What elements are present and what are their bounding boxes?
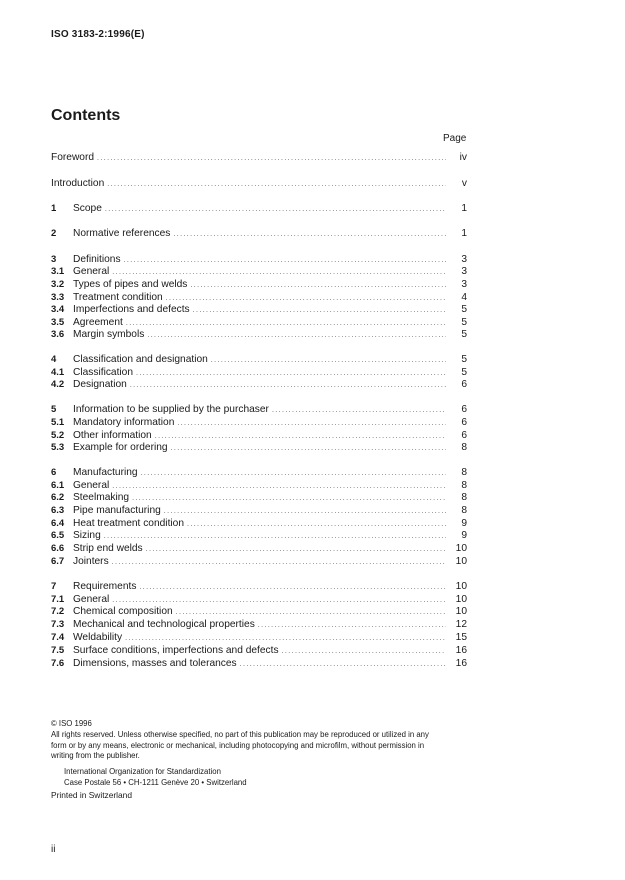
toc-entry-page: 3: [461, 279, 467, 290]
toc-entry-title: Strip end welds: [73, 543, 143, 554]
toc-entry-page: 3: [461, 254, 467, 265]
toc-entry-number: 5.2: [51, 430, 65, 441]
toc-entry-number: 6.2: [51, 492, 65, 503]
page-column-label: Page: [443, 133, 467, 144]
toc-entry-title: Treatment condition: [73, 292, 163, 303]
toc-entry-number: 7.5: [51, 645, 65, 656]
toc-entry-title: Mechanical and technological properties: [73, 619, 255, 630]
toc-entry-page: v: [461, 178, 467, 189]
toc-entry: [51, 491, 467, 504]
toc-leader-dots: [240, 658, 446, 671]
toc-entry-number: 6.6: [51, 543, 65, 554]
toc-entry: [51, 631, 467, 644]
toc-entry-number: 3.4: [51, 304, 65, 315]
toc-leader-dots: [171, 442, 446, 455]
toc-entry-title: General: [73, 266, 110, 277]
toc-entry-number: 6.1: [51, 480, 65, 491]
toc-entry-number: 7.1: [51, 594, 65, 605]
toc-entry-number: 1: [51, 203, 57, 214]
toc-entry-title: Heat treatment condition: [73, 518, 184, 529]
toc-entry: [51, 441, 467, 454]
toc-entry: [51, 151, 467, 164]
toc-entry: [51, 328, 467, 341]
toc-entry-title: Foreword: [51, 152, 95, 163]
toc-entry-page: 10: [455, 581, 467, 592]
toc-entry-number: 5.1: [51, 417, 65, 428]
toc-entry-number: 7.2: [51, 606, 65, 617]
toc-entry-title: Pipe manufacturing: [73, 505, 161, 516]
toc-leader-dots: [173, 228, 446, 241]
toc-entry: [51, 378, 467, 391]
toc-entry-number: 6.4: [51, 518, 65, 529]
toc-entry-page: 5: [461, 304, 467, 315]
toc-entry-title: Weldability: [73, 632, 123, 643]
toc-entry-title: Designation: [73, 379, 127, 390]
toc-entry-number: 7: [51, 581, 57, 592]
toc-entry-number: 3: [51, 254, 57, 265]
publisher-info: [64, 766, 247, 788]
toc-entry-number: 3.3: [51, 292, 65, 303]
copyright-symbol-line: © ISO 1996: [51, 719, 92, 728]
toc-entry: [51, 202, 467, 215]
toc-entry-page: 15: [455, 632, 467, 643]
toc-entry-page: 8: [461, 467, 467, 478]
toc-entry-title: Introduction: [51, 178, 105, 189]
toc-leader-dots: [147, 329, 446, 342]
toc-entry-number: 4.2: [51, 379, 65, 390]
toc-entry: [51, 504, 467, 517]
toc-entry-title: Classification and designation: [73, 354, 208, 365]
toc-entry: [51, 353, 467, 366]
toc-entry-number: 3.1: [51, 266, 65, 277]
standard-id: ISO 3183-2:1996(E): [51, 29, 145, 40]
toc-entry-number: 6.7: [51, 556, 65, 567]
toc-entry-page: 8: [461, 480, 467, 491]
toc-entry-number: 4.1: [51, 367, 65, 378]
toc-entry-page: 4: [461, 292, 467, 303]
toc-entry-page: 5: [461, 329, 467, 340]
toc-entry: [51, 227, 467, 240]
toc-entry-title: Steelmaking: [73, 492, 130, 503]
toc-entry-number: 7.6: [51, 658, 65, 669]
toc-entry-number: 3.2: [51, 279, 65, 290]
toc-entry-title: Surface conditions, imperfections and defects: [73, 645, 279, 656]
toc-entry-title: Jointers: [73, 556, 109, 567]
toc-entry-page: 12: [455, 619, 467, 630]
toc-entry-number: 5: [51, 404, 57, 415]
toc-entry: [51, 177, 467, 190]
toc-entry-number: 7.4: [51, 632, 65, 643]
toc-entry-page: 6: [461, 430, 467, 441]
toc-entry: [51, 466, 467, 479]
toc-entry-page: 10: [455, 556, 467, 567]
toc-entry-page: 1: [461, 203, 467, 214]
toc-entry-page: 8: [461, 442, 467, 453]
toc-entry-title: Mandatory information: [73, 417, 175, 428]
toc-leader-dots: [112, 556, 446, 569]
toc-entry-title: Sizing: [73, 530, 101, 541]
toc-entry-page: 10: [455, 606, 467, 617]
publisher-address: Case Postale 56 • CH-1211 Genève 20 • Switzerland: [64, 778, 247, 787]
toc-entry: [51, 618, 467, 631]
toc-entry-title: Requirements: [73, 581, 137, 592]
toc-entry-number: 3.6: [51, 329, 65, 340]
toc-entry-title: Imperfections and defects: [73, 304, 190, 315]
toc-entry-number: 2: [51, 228, 57, 239]
toc-entry-number: 4: [51, 354, 57, 365]
toc-entry-title: Manufacturing: [73, 467, 138, 478]
toc-entry-page: 8: [461, 492, 467, 503]
toc-entry-title: Scope: [73, 203, 102, 214]
toc-leader-dots: [130, 379, 446, 392]
toc-entry-title: Types of pipes and welds: [73, 279, 188, 290]
toc-entry: [51, 278, 467, 291]
toc-entry-title: General: [73, 594, 110, 605]
toc-entry-page: 5: [461, 367, 467, 378]
toc-entry-title: Classification: [73, 367, 134, 378]
toc-entry-title: Dimensions, masses and tolerances: [73, 658, 237, 669]
toc-entry-title: Normative references: [73, 228, 171, 239]
toc-entry-page: 8: [461, 505, 467, 516]
toc-entry: [51, 555, 467, 568]
toc-entry: [51, 605, 467, 618]
toc-entry-page: 6: [461, 417, 467, 428]
toc-entry-title: Definitions: [73, 254, 121, 265]
copyright-rights-text: All rights reserved. Unless otherwise specified, no part of this publication may be reproduced or utilized in any form or by any means, electronic or mechanical, including photocopying and microfilm, without permission in writing from the publisher.: [51, 730, 429, 760]
toc-entry-page: 9: [461, 530, 467, 541]
contents-title: Contents: [51, 107, 121, 124]
toc-entry-page: iv: [459, 152, 467, 163]
toc-entry-title: Margin symbols: [73, 329, 145, 340]
publisher-name: International Organization for Standardization: [64, 767, 221, 776]
toc-entry: [51, 303, 467, 316]
toc-entry: [51, 657, 467, 670]
toc-entry: [51, 580, 467, 593]
toc-entry-number: 6.3: [51, 505, 65, 516]
toc-entry-page: 6: [461, 404, 467, 415]
toc-entry-page: 9: [461, 518, 467, 529]
toc-entry-page: 1: [461, 228, 467, 239]
toc-entry-page: 5: [461, 354, 467, 365]
toc-entry-title: Example for ordering: [73, 442, 168, 453]
toc-entry-page: 10: [455, 594, 467, 605]
toc-entry-number: 6.5: [51, 530, 65, 541]
toc-entry-title: Chemical composition: [73, 606, 173, 617]
toc-entry: [51, 644, 467, 657]
toc-entry-page: 16: [455, 645, 467, 656]
printed-in: Printed in Switzerland: [51, 790, 132, 800]
toc-leader-dots: [107, 178, 446, 191]
toc-entry: [51, 416, 467, 429]
toc-entry-title: Other information: [73, 430, 152, 441]
toc-entry-page: 5: [461, 317, 467, 328]
toc-entry-title: Agreement: [73, 317, 123, 328]
toc-leader-dots: [97, 152, 446, 165]
toc-entry-title: Information to be supplied by the purchaser: [73, 404, 269, 415]
folio-page-number: ii: [51, 844, 56, 855]
toc-entry-number: 6: [51, 467, 57, 478]
toc-entry-page: 10: [455, 543, 467, 554]
toc-entry-number: 3.5: [51, 317, 65, 328]
toc-entry: [51, 265, 467, 278]
toc-entry-page: 16: [455, 658, 467, 669]
toc-entry-number: 5.3: [51, 442, 65, 453]
toc-entry-page: 6: [461, 379, 467, 390]
toc-leader-dots: [105, 203, 446, 216]
toc-entry: [51, 542, 467, 555]
toc-entry-page: 3: [461, 266, 467, 277]
toc-entry: [51, 529, 467, 542]
toc-entry: [51, 403, 467, 416]
toc-entry-number: 7.3: [51, 619, 65, 630]
toc-entry-title: General: [73, 480, 110, 491]
